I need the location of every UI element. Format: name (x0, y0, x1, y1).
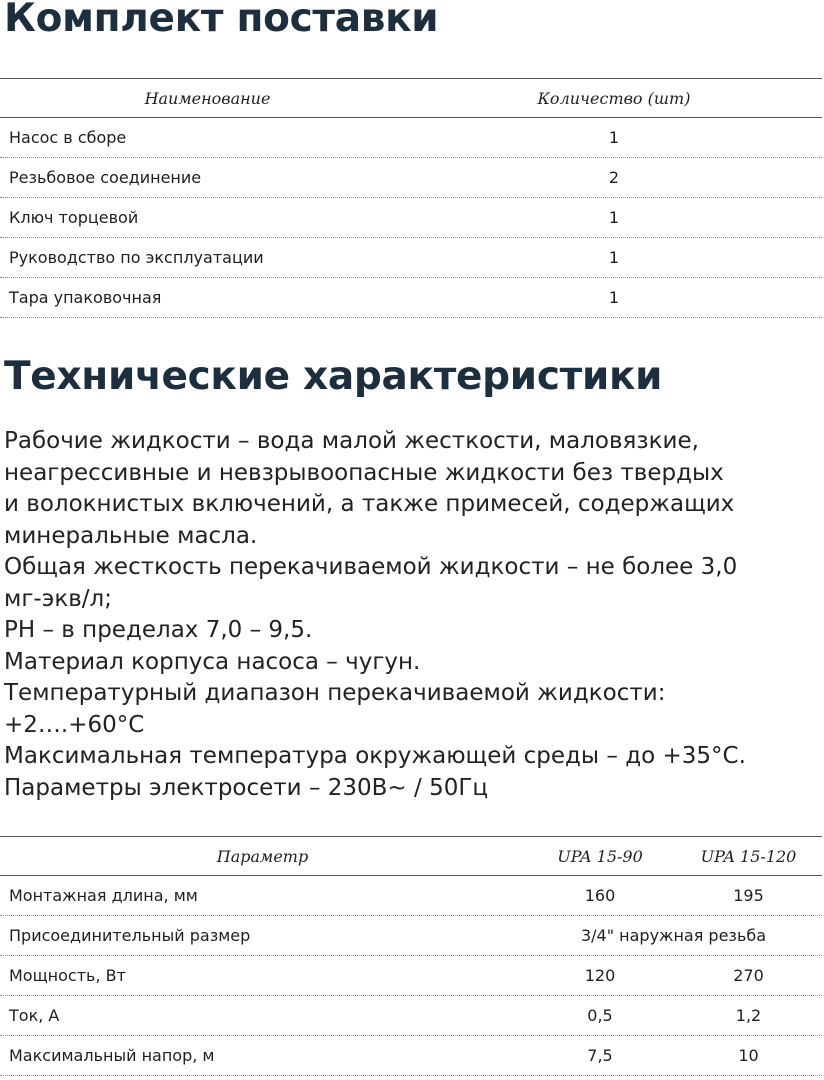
kit-item-qty: 1 (608, 128, 620, 147)
table-row (0, 996, 822, 1036)
tech-line: Температурный диапазон перекачиваемой жидкости: (4, 680, 666, 706)
kit-item-qty: 2 (608, 168, 620, 187)
kit-item-name: Резьбовое соединение (9, 168, 202, 187)
spec-param: Присоединительный размер (9, 926, 251, 945)
spec-value-a: 160 (584, 886, 616, 905)
spec-param: Монтажная длина, мм (9, 886, 198, 905)
table-row (0, 1036, 822, 1076)
spec-param: Мощность, Вт (9, 966, 126, 985)
spec-value-a: 0,5 (587, 1006, 613, 1025)
specs-table-header (0, 836, 822, 876)
kit-item-name: Ключ торцевой (9, 208, 139, 227)
kit-title: Комплект поставки (4, 0, 439, 41)
table-row (0, 198, 822, 238)
spec-value-b: 10 (738, 1046, 759, 1065)
spec-value-a: 120 (584, 966, 616, 985)
spec-param: Максимальный напор, м (9, 1046, 215, 1065)
specs-header-param: Параметр (216, 846, 309, 866)
kit-item-name: Руководство по эксплуатации (9, 248, 264, 267)
tech-line: и волокнистых включений, а также примесей, содержащих (4, 491, 735, 517)
spec-value-shared: 3/4" наружная резьба (580, 926, 767, 945)
tech-line: неагрессивные и невзрывоопасные жидкости без твердых (4, 459, 724, 486)
tech-title: Технические характеристики (4, 354, 663, 399)
table-row (0, 238, 822, 278)
spec-param: Ток, А (9, 1006, 60, 1025)
tech-line: Общая жесткость перекачиваемой жидкости – не более 3,0 (4, 554, 738, 580)
spec-value-b: 270 (733, 966, 764, 985)
tech-line: +2….+60°C (4, 711, 145, 738)
tech-line: PH – в пределах 7,0 – 9,5. (4, 617, 313, 643)
tech-line: Параметры электросети – 230В~ / 50Гц (4, 774, 489, 801)
kit-item-name: Тара упаковочная (9, 288, 162, 307)
table-row (0, 158, 822, 198)
tech-line: минеральные масла. (4, 522, 258, 549)
kit-header-name: Наименование (144, 88, 271, 108)
kit-table-header (0, 78, 822, 118)
tech-line: Рабочие жидкости – вода малой жесткости, маловязкие, (4, 428, 699, 454)
table-row (0, 876, 822, 916)
kit-item-name: Насос в сборе (9, 128, 127, 147)
kit-item-qty: 1 (608, 248, 620, 267)
spec-value-b: 1,2 (735, 1006, 762, 1025)
spec-value-a: 7,5 (587, 1046, 613, 1065)
specs-table (0, 836, 822, 1076)
table-row (0, 956, 822, 996)
kit-item-qty: 1 (608, 208, 620, 227)
spec-value-b: 195 (733, 886, 764, 905)
tech-line: Максимальная температура окружающей среды – до +35°C. (4, 743, 746, 769)
kit-item-qty: 1 (608, 288, 620, 307)
specs-header-model-b: UPA 15-120 (700, 846, 797, 866)
specs-header-model-a: UPA 15-90 (557, 846, 643, 866)
tech-description (4, 426, 820, 804)
table-row (0, 916, 822, 956)
kit-table (0, 78, 822, 318)
tech-line: Материал корпуса насоса – чугун. (4, 648, 421, 675)
table-row (0, 278, 822, 318)
table-row (0, 118, 822, 158)
kit-header-qty: Количество (шт) (537, 88, 691, 108)
tech-line: мг-экв/л; (4, 585, 113, 612)
